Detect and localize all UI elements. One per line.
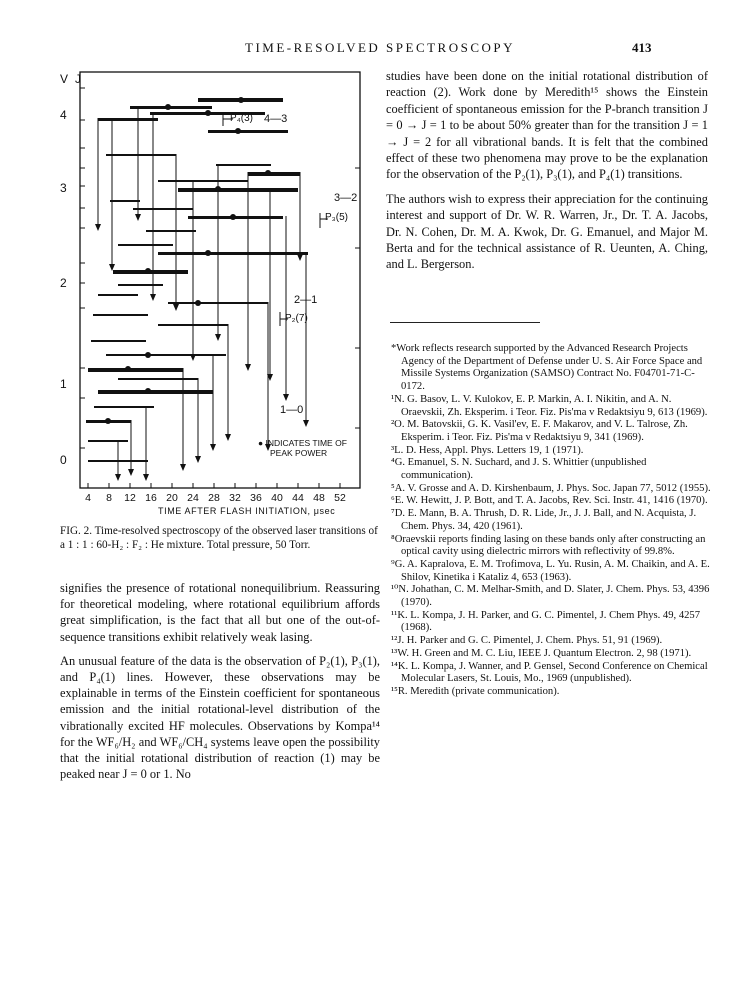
x-tick: 28	[208, 492, 220, 504]
v-label-1: 1	[60, 377, 67, 391]
band-label-2-1: 2—1	[294, 294, 318, 306]
footnote: ¹²J. H. Parker and G. C. Pimentel, J. Chem. Phys. 51, 91 (1969).	[391, 635, 663, 647]
footnotes	[389, 343, 711, 699]
legend-line-1: ● INDICATES TIME OF	[258, 438, 347, 448]
band-label-4-3: 4—3	[264, 113, 288, 125]
x-tick: 32	[229, 492, 241, 504]
line-label-p2-7: P₂(7)	[285, 313, 308, 324]
page-number: 413	[632, 40, 652, 55]
x-tick: 40	[271, 492, 283, 504]
v-label-2: 2	[60, 276, 67, 290]
legend-line-2: PEAK POWER	[270, 448, 328, 458]
x-tick: 36	[250, 492, 262, 504]
figure-caption: FIG. 2. Time-resolved spectroscopy of the observed laser transitions of a 1 : 1 : 60-H₂ : F₂ : He mixture. Total pressure, 50 Torr.	[60, 525, 378, 551]
footnote: ¹⁴K. L. Kompa, J. Wanner, and P. Gensel, Second Conference on Chemical Molecular Lasers, St. Louis, Mo., 1969 (unpublished).	[391, 660, 708, 685]
paragraph: signifies the presence of rotational nonequilibrium. Reassuring for theoretical modeling, where rotational equilibrium affords great simplification, is the fact that all but one of the out-of-sequence transitions exhibit relatively weak lasing.	[60, 581, 380, 644]
j-axis-letter: J	[75, 72, 81, 86]
x-tick: 44	[292, 492, 304, 504]
footnote: ²O. M. Batovskii, G. K. Vasil'ev, E. F. Makarov, and V. L. Talrose, Zh. Eksperim. i Teor. Fiz. Pis'ma v Redaktsiyu 9, 341 (1969).	[391, 419, 688, 443]
footnote: ¹⁵R. Meredith (private communication).	[391, 685, 560, 697]
footnote: ⁸Oraevskii reports finding lasing on these bands only after constructing an optical cavity using dielectric mirrors with reflectivity of 99.8%.	[391, 533, 706, 558]
footnote: ¹⁰N. Johathan, C. M. Melhar-Smith, and D. Slater, J. Chem. Phys. 53, 4396 (1970).	[391, 584, 710, 609]
footnote: ⁶E. W. Hewitt, J. P. Bott, and T. A. Jacobs, Rev. Sci. Instr. 41, 1416 (1970).	[391, 495, 708, 507]
right-column-text	[386, 68, 708, 273]
running-title: TIME-RESOLVED SPECTROSCOPY	[245, 40, 516, 55]
line-label-p4-3: P₄(3)	[230, 113, 253, 124]
x-tick: 52	[334, 492, 346, 504]
x-axis-label: TIME AFTER FLASH INITIATION, μsec	[158, 506, 336, 516]
footnote: *Work reflects research supported by the Advanced Research Projects Agency of the Department of Defense under U. S. Air Force Space and Missile Systems Organization (SAMSO) Contract No. F04701-71-C-0172.	[391, 343, 703, 393]
footnote: ⁵A. V. Grosse and A. D. Kirshenbaum, J. Phys. Soc. Japan 77, 5012 (1955).	[391, 482, 711, 494]
footnote: ⁹G. A. Kapralova, E. M. Trofimova, L. Yu. Rusin, A. M. Chaikin, and A. E. Shilov, Kinetika i Kataliz 4, 653 (1963).	[391, 558, 710, 583]
v-label-0: 0	[60, 453, 67, 467]
band-label-3-2: 3—2	[334, 192, 358, 204]
x-tick: 12	[124, 492, 136, 504]
footnote: ¹N. G. Basov, L. V. Kulokov, E. P. Markin, A. I. Nikitin, and A. N. Oraevskii, Zh. Eksperim. i Teor. Fiz. Pis'ma v Redaktsiyu 9, 613 (1969).	[391, 393, 708, 418]
page-header	[0, 40, 755, 60]
figure-2	[58, 68, 378, 516]
left-column-text	[60, 580, 380, 782]
x-tick: 4	[85, 492, 91, 504]
v-label-4: 4	[60, 108, 67, 122]
x-tick: 20	[166, 492, 178, 504]
x-tick: 8	[106, 492, 112, 504]
v-label-3: 3	[60, 181, 67, 195]
x-tick: 24	[187, 492, 199, 504]
footnote: ¹³W. H. Green and M. C. Liu, IEEE J. Quantum Electron. 2, 98 (1971).	[391, 647, 692, 659]
footnote: ⁴G. Emanuel, S. N. Suchard, and J. S. Whittier (unpublished communication).	[391, 457, 647, 482]
paragraph: studies have been done on the initial rotational distribution of reaction (2). Work done by Meredith¹⁵ shows the Einstein coefficient of spontaneous emission for the P-branch transition J = 0 → J = 1 to be about 50% greater than for the transition J = 1 → J = 2 for all vibrational bands. It is felt that the combined effect of these two phenomena may prove to be the explanation for the observation of the P₂(1), P₃(1), and P₄(1) transitions.	[386, 69, 708, 182]
line-label-p3-5: P₃(5)	[325, 212, 348, 223]
footnote-rule	[390, 322, 540, 323]
footnote: ⁷D. E. Mann, B. A. Thrush, D. R. Lide, Jr., J. J. Ball, and N. Acquista, J. Chem. Phys. 34, 420 (1961).	[391, 508, 697, 532]
acknowledgment: The authors wish to express their appreciation for the continuing interest and support of Dr. W. R. Warren, Jr., Dr. T. A. Jacobs, Dr. N. Cohen, Dr. M. A. Kwok, Dr. G. Emanuel, and Major M. Berta and for the technical assistance of R. Ueunten, A. Ching, and L. Bergerson.	[386, 191, 708, 272]
footnote: ³L. D. Hess, Appl. Phys. Letters 19, 1 (1971).	[391, 444, 584, 456]
v-axis-letter: V	[60, 72, 69, 86]
band-label-1-0: 1—0	[280, 404, 304, 416]
x-tick: 48	[313, 492, 325, 504]
paragraph: An unusual feature of the data is the observation of P₂(1), P₃(1), and P₄(1) lines. However, these observations may be explainable in terms of the Einstein coefficient for spontaneous emission and the initial rotational-level distribution of the vibrationally excited HF molecules. Observations by Kompa¹⁴ for the WF₆/H₂ and WF₆/CH₄ systems leave open the possibility that the initial rotational distribution of reaction (1) may be peaked near J = 0 or 1. No	[60, 653, 380, 782]
x-tick: 16	[145, 492, 157, 504]
footnote: ¹¹K. L. Kompa, J. H. Parker, and G. C. Pimentel, J. Chem Phys. 49, 4257 (1968).	[391, 609, 701, 634]
